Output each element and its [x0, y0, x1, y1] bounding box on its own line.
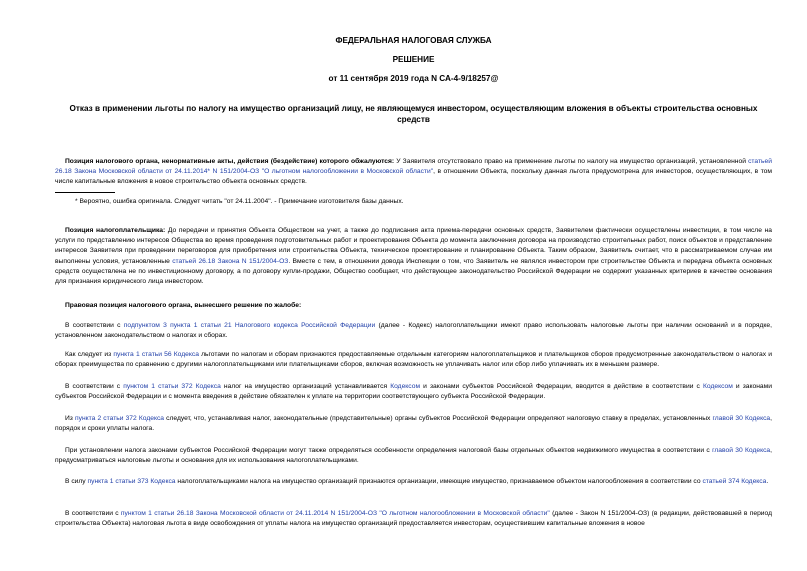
- paragraph-article-56: [55, 350, 772, 370]
- paragraph-text: и законами субъектов Российской Федерации, вводится в действие в соответствии с: [420, 383, 703, 390]
- paragraph-article-372-2: [55, 414, 772, 434]
- paragraph-text: следует, что, устанавливая налог, законодательные (представительные) органы субъектов Российской Федерации определяют налоговую ставку в пределах, установленных: [164, 415, 713, 422]
- paragraph-article-21: [55, 321, 772, 341]
- paragraph-text: В соответствии с: [65, 510, 121, 517]
- paragraph-tax-authority-position: [55, 157, 772, 188]
- doc-type-heading: РЕШЕНИЕ: [392, 55, 435, 64]
- paragraph-text: В соответствии с: [65, 322, 124, 329]
- paragraph-text: , порядок и сроки уплаты налога.: [55, 415, 772, 433]
- paragraph-text: (далее - Закон N 151/2004-ОЗ) (в редакции, действовавшей в период строительства Объекта) налоговая льгота в виде освобождения от уплаты налога на имущество организаций предоставляется инвесторам, осуществившим капитальные вложения в новое: [55, 510, 772, 528]
- paragraph-text: В силу: [65, 478, 88, 485]
- paragraph-taxpayer-position: [55, 226, 772, 287]
- paragraph-text: .: [766, 478, 769, 485]
- paragraph-text: и законами субъектов Российской Федерации и с момента введения в действие обязателен к уплате на территории соответствующего субъекта Российской Федерации.: [55, 383, 772, 401]
- paragraph-text: льготами по налогам и сборам признаются предоставляемые отдельным категориям налогоплательщиков и плательщиков сборов предусмотренные законодательством о налогах и сборах преимущества по сравнению с другими налогоплательщиками или плательщиками сборов, включая возможность не уплачивать налог или сбор либо уплачивать их в меньшем размере.: [55, 351, 773, 369]
- paragraph-label: Позиция налогоплательщика:: [65, 227, 166, 234]
- paragraph-article-26-18: [55, 509, 772, 529]
- paragraph-text: Из: [65, 415, 75, 422]
- paragraph-text: налог на имущество организаций устанавливается: [220, 383, 391, 390]
- agency-heading: ФЕДЕРАЛЬНАЯ НАЛОГОВАЯ СЛУЖБА: [335, 36, 492, 45]
- paragraph-label: Позиция налогового органа, ненормативные акты, действия (бездействие) которого обжалуются:: [65, 158, 395, 165]
- law-link[interactable]: пунктом 1 статьи 26.18 Закона Московской области от 24.11.2014 N 151/2004-ОЗ "О льготном налогообложении в Московской области": [120, 510, 550, 517]
- paragraph-text: При установлении налога законами субъектов Российской Федерации могут также определяться особенности определения налоговой базы отдельных объектов недвижимого имущества в соответствии с: [65, 447, 713, 454]
- document-title: Отказ в применении льготы по налогу на имущество организаций лицу, не являющемуся инвестором, осуществляющим вложения в объекты строительства основных средств: [69, 104, 758, 124]
- paragraph-text: Как следует из: [65, 351, 114, 358]
- paragraph-text: . Вместе с тем, в отношении довода Инспекции о том, что Заявитель не являлся инвестором при строительстве Объекта и передача объекта основных средств осуществлена не по инвестиционному договору, а по договору купли-продажи, Общество сообщает, что действующее законодательство Российской Федерации не содержит указанных критериев в качестве основания для признания юридического лица инвестором.: [55, 257, 773, 286]
- paragraph-text: , в отношении Объекта, поскольку данная льгота предусмотрена для инвесторов, осуществляющих, в том числе капитальные вложения в новое строительство объекта основных средств.: [55, 168, 773, 186]
- footnote: * Вероятно, ошибка оригинала. Следует читать "от 24.11.2004". - Примечание изготовителя базы данных.: [75, 198, 404, 205]
- law-link[interactable]: Кодексом: [390, 383, 421, 390]
- paragraph-text: (далее - Кодекс) налогоплательщики имеют право использовать налоговые льготы при наличии оснований и в порядке, установленном законодательством о налогах и сборах.: [55, 322, 773, 340]
- law-link[interactable]: пункта 1 статьи 373 Кодекса: [87, 478, 176, 485]
- date-number-heading: от 11 сентября 2019 года N СА-4-9/18257@: [328, 74, 499, 83]
- paragraph-label: Правовая позиция налогового органа, вынесшего решение по жалобе:: [65, 302, 302, 309]
- paragraph-text: налогоплательщиками налога на имущество организаций признаются организации, имеющие имущество, признаваемое объектом налогообложения в соответствии со: [175, 478, 703, 485]
- law-link[interactable]: пункта 1 статьи 56 Кодекса: [113, 351, 199, 358]
- law-link[interactable]: Кодексом: [702, 383, 733, 390]
- law-link[interactable]: пунктом 1 статьи 372 Кодекса: [123, 383, 221, 390]
- law-link[interactable]: статьей 26.18 Закона N 151/2004-ОЗ: [172, 257, 289, 265]
- law-link[interactable]: главой 30 Кодекса: [712, 447, 771, 454]
- paragraph-text: В соответствии с: [65, 383, 124, 390]
- paragraph-chapter-30: [55, 446, 772, 466]
- law-link[interactable]: статьей 374 Кодекса: [702, 478, 767, 485]
- paragraph-article-373: [55, 477, 772, 487]
- footnote-divider: [55, 192, 115, 193]
- law-link[interactable]: подпунктом 3 пункта 1 статьи 21 Налогового кодекса Российской Федерации: [123, 322, 376, 329]
- paragraph-text: У Заявителя отсутствовало право на применение льготы по налогу на имущество организаций, установленной: [394, 158, 749, 165]
- law-link[interactable]: пункта 2 статьи 372 Кодекса: [74, 415, 165, 422]
- law-link[interactable]: статьей 26.18 Закона Московской области от 24.11.2014* N 151/2004-ОЗ "О льготном налогообложении в Московской области": [55, 158, 772, 176]
- paragraph-article-372-1: [55, 382, 772, 402]
- paragraph-legal-position-heading: [55, 301, 772, 311]
- paragraph-text: , предусматриваться налоговые льготы и основания для их использования налогоплательщиками.: [55, 447, 772, 465]
- law-link[interactable]: главой 30 Кодекса: [712, 415, 771, 422]
- paragraph-text: До передачи и принятия Объекта Обществом на учет, а также до подписания акта приема-передачи основных средств, Заявителем фактически осуществлены инвестиции, в том числе на услуги по представлению интересов Общества во время проведения подготовительных работ и проектирования Объекта до момента заключения договора на производство строительных работ, поиск объектов и представление интересов Заявителя при проведении переговоров для приобретения или строительства Объекта, техническое проектирование и планирование Объекта. Таким образом, Заявитель считает, что в рассматриваемом случае им выполнены условия, установленные: [55, 227, 773, 265]
